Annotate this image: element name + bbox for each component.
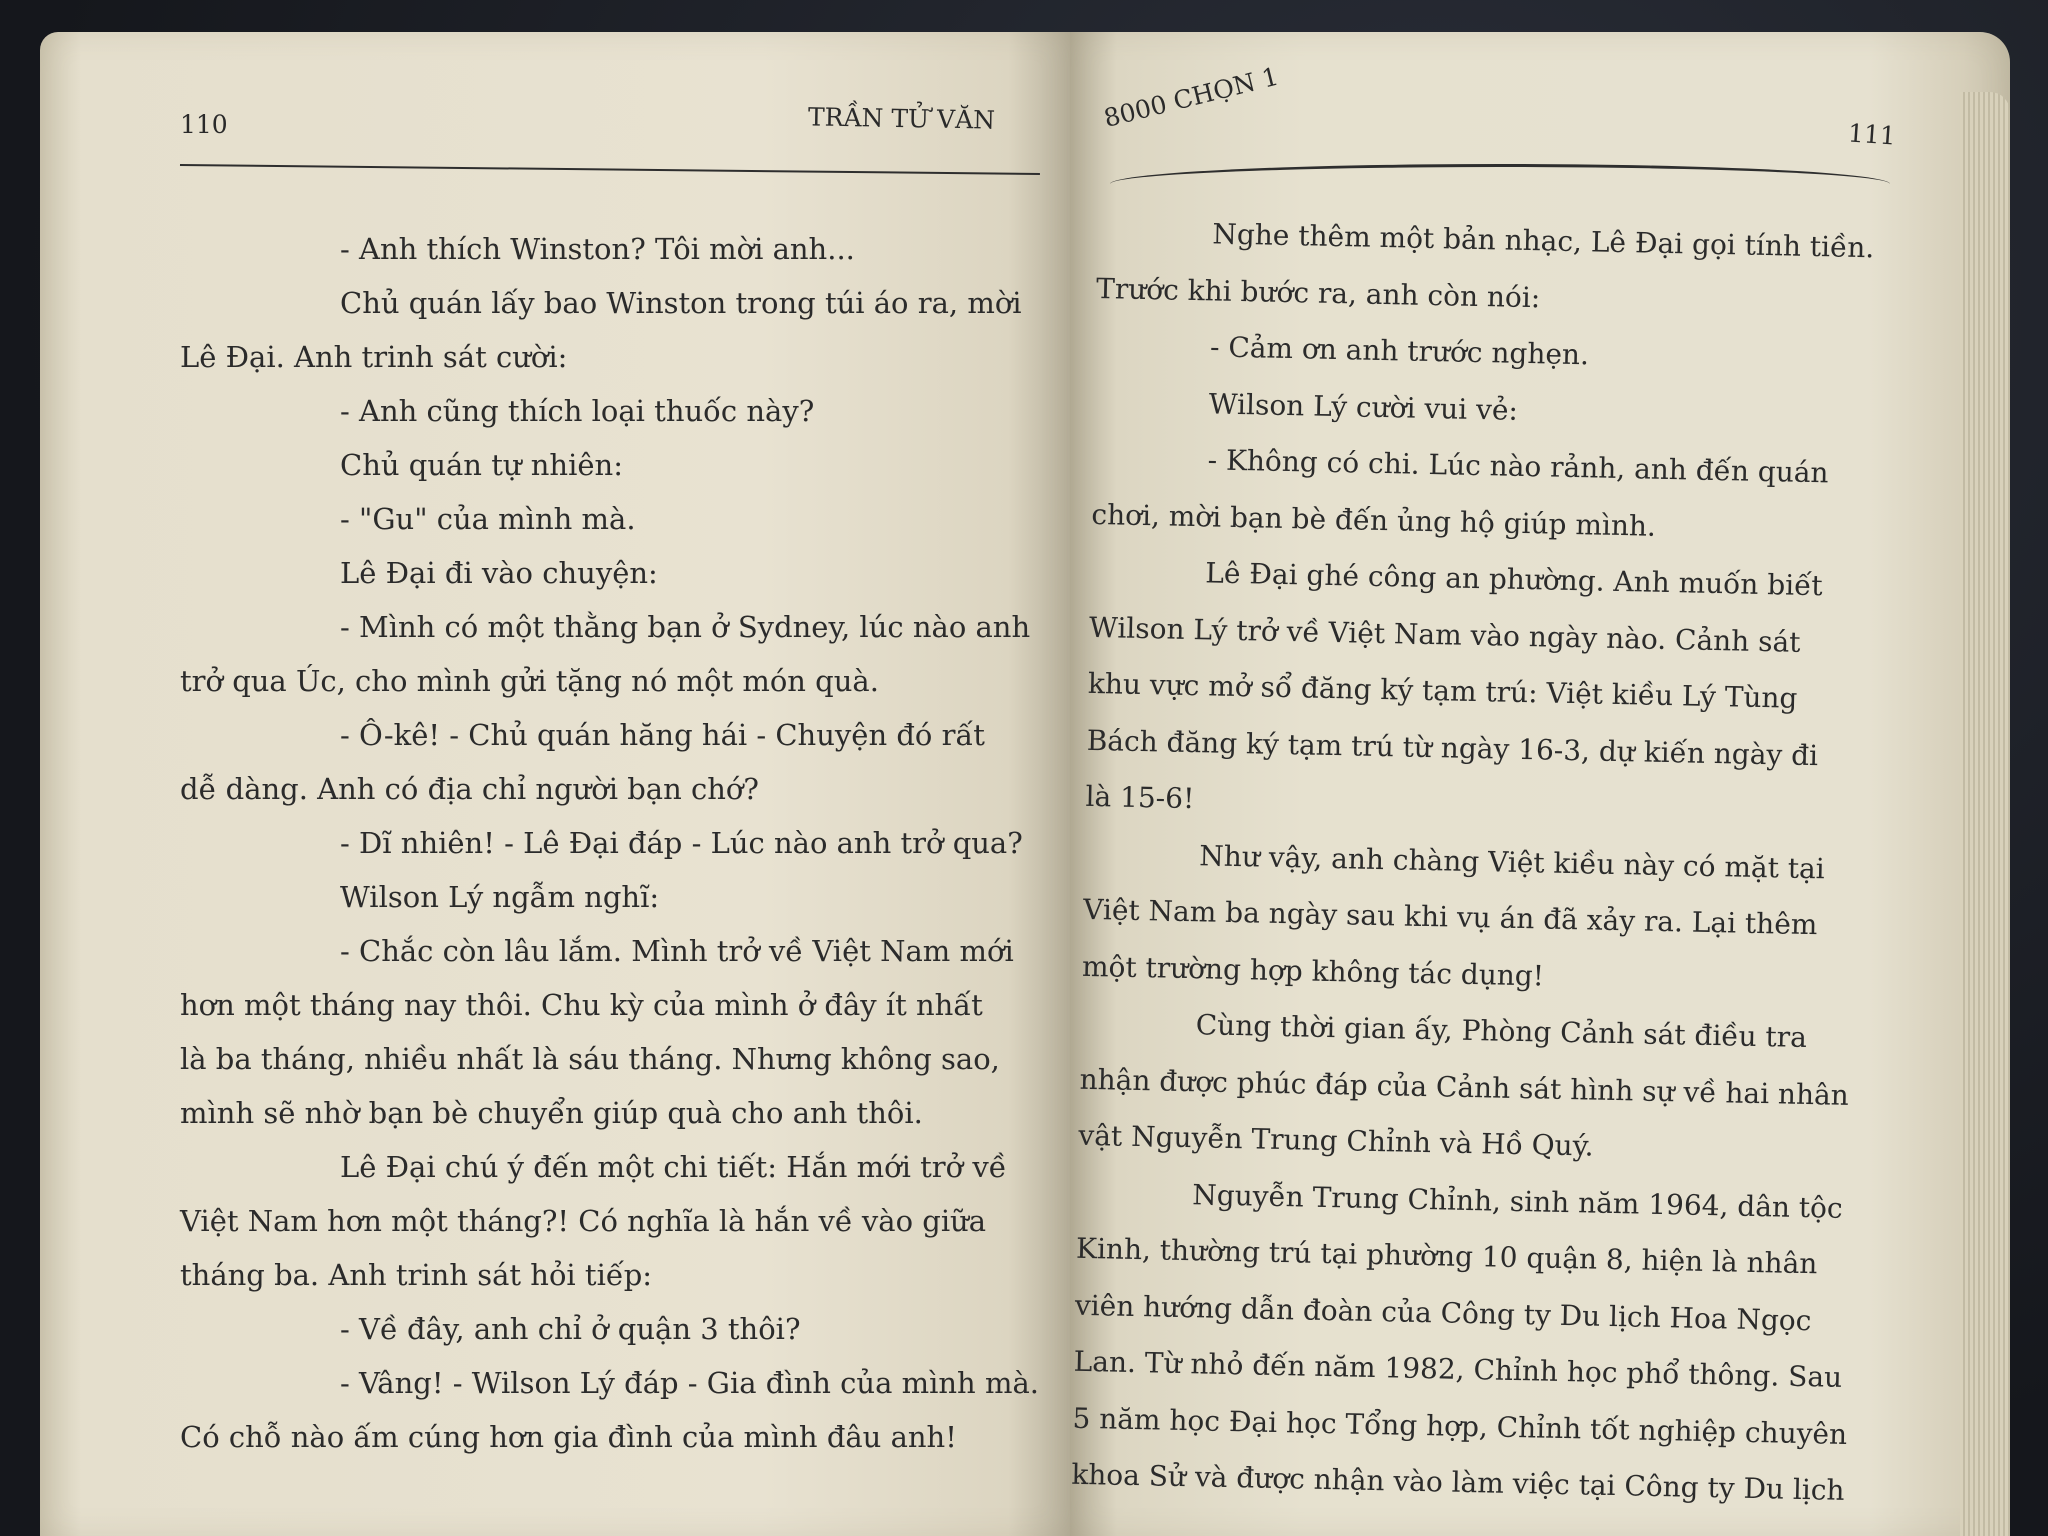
right-page-number: 111 — [1847, 118, 1897, 151]
text-line: - Ô-kê! - Chủ quán hăng hái - Chuyện đó rất — [340, 718, 985, 752]
text-line: tháng ba. Anh trinh sát hỏi tiếp: — [180, 1258, 653, 1292]
text-line: vật Nguyễn Trung Chỉnh và Hồ Quý. — [1078, 1118, 1595, 1163]
text-line: Lan. Từ nhỏ đến năm 1982, Chỉnh học phổ thông. Sau — [1073, 1344, 1843, 1394]
text-line: Wilson Lý cười vui vẻ: — [1208, 386, 1519, 427]
text-line: - Mình có một thằng bạn ở Sydney, lúc nào anh — [340, 610, 1031, 644]
text-line: Lê Đại đi vào chuyện: — [340, 556, 658, 590]
left-header-rule — [180, 164, 1040, 175]
text-line: Lê Đại. Anh trinh sát cười: — [180, 340, 568, 374]
text-line: là 15-6! — [1085, 779, 1195, 816]
text-line: Việt Nam ba ngày sau khi vụ án đã xảy ra. Lại thêm — [1082, 892, 1818, 942]
text-line: - Anh thích Winston? Tôi mời anh... — [340, 232, 855, 266]
text-line: khoa Sử và được nhận vào làm việc tại Công ty Du lịch — [1071, 1457, 1845, 1507]
page-edges — [1960, 92, 2010, 1536]
text-line: Chủ quán tự nhiên: — [340, 448, 623, 482]
left-running-head: TRẦN TỬ VĂN — [807, 102, 996, 135]
text-line: Trước khi bước ra, anh còn nói: — [1095, 271, 1541, 314]
text-line: Lê Đại ghé công an phường. Anh muốn biết — [1204, 556, 1823, 603]
text-line: - Anh cũng thích loại thuốc này? — [340, 394, 815, 428]
text-line: trở qua Úc, cho mình gửi tặng nó một món quà. — [180, 664, 879, 698]
text-line: Kinh, thường trú tại phường 10 quận 8, hiện là nhân — [1075, 1231, 1818, 1281]
text-line: - "Gu" của mình mà. — [340, 502, 636, 536]
text-line: Nguyễn Trung Chỉnh, sinh năm 1964, dân tộc — [1191, 1177, 1844, 1225]
text-line: nhận được phúc đáp của Cảnh sát hình sự về hai nhân — [1079, 1062, 1850, 1112]
text-line: - Dĩ nhiên! - Lê Đại đáp - Lúc nào anh trở qua? — [340, 826, 1023, 860]
text-line: - Về đây, anh chỉ ở quận 3 thôi? — [340, 1312, 801, 1346]
text-line: - Vâng! - Wilson Lý đáp - Gia đình của mình mà. — [340, 1366, 1039, 1400]
text-line: Cùng thời gian ấy, Phòng Cảnh sát điều tra — [1195, 1008, 1808, 1055]
right-running-head: 8000 CHỌN 1 — [1100, 61, 1282, 133]
text-line: một trường hợp không tác dụng! — [1081, 949, 1545, 993]
text-line: Có chỗ nào ấm cúng hơn gia đình của mình đâu anh! — [180, 1420, 957, 1454]
text-line: Lê Đại chú ý đến một chi tiết: Hắn mới trở về — [340, 1150, 1007, 1184]
text-line: Wilson Lý trở về Việt Nam vào ngày nào. Cảnh sát — [1088, 610, 1801, 659]
text-line: - Cảm ơn anh trước nghẹn. — [1209, 330, 1590, 372]
right-body-text — [1071, 204, 1918, 1520]
text-line: - Không có chi. Lúc nào rảnh, anh đến quán — [1207, 443, 1829, 490]
right-page — [1070, 32, 2010, 1536]
text-line: Nghe thêm một bản nhạc, Lê Đại gọi tính tiền. — [1212, 217, 1875, 265]
text-line: Việt Nam hơn một tháng?! Có nghĩa là hắn về vào giữa — [180, 1204, 987, 1238]
text-line: Wilson Lý ngẫm nghĩ: — [340, 880, 660, 914]
text-line: chơi, mời bạn bè đến ủng hộ giúp mình. — [1091, 497, 1657, 543]
left-body-text — [180, 222, 1040, 1464]
text-line: là ba tháng, nhiều nhất là sáu tháng. Nhưng không sao, — [180, 1042, 1000, 1076]
text-line: dễ dàng. Anh có địa chỉ người bạn chớ? — [180, 772, 759, 806]
text-line: hơn một tháng nay thôi. Chu kỳ của mình ở đây ít nhất — [180, 988, 983, 1022]
left-page — [40, 32, 1070, 1536]
text-line: viên hướng dẫn đoàn của Công ty Du lịch Hoa Ngọc — [1074, 1288, 1812, 1337]
text-line: Như vậy, anh chàng Việt kiều này có mặt tại — [1199, 838, 1826, 885]
text-line: Bách đăng ký tạm trú từ ngày 16-3, dự kiến ngày đi — [1086, 723, 1819, 772]
text-line: Chủ quán lấy bao Winston trong túi áo ra, mời — [340, 286, 1022, 320]
text-line: 5 năm học Đại học Tổng hợp, Chỉnh tốt nghiệp chuyên — [1072, 1401, 1848, 1451]
text-line: khu vực mở sổ đăng ký tạm trú: Việt kiều Lý Tùng — [1087, 666, 1798, 715]
text-line: mình sẽ nhờ bạn bè chuyển giúp quà cho anh thôi. — [180, 1096, 923, 1130]
text-line: - Chắc còn lâu lắm. Mình trở về Việt Nam mới — [340, 934, 1014, 968]
right-header-rule — [1110, 164, 1890, 207]
open-book — [30, 12, 2020, 1536]
left-page-number: 110 — [180, 110, 228, 139]
